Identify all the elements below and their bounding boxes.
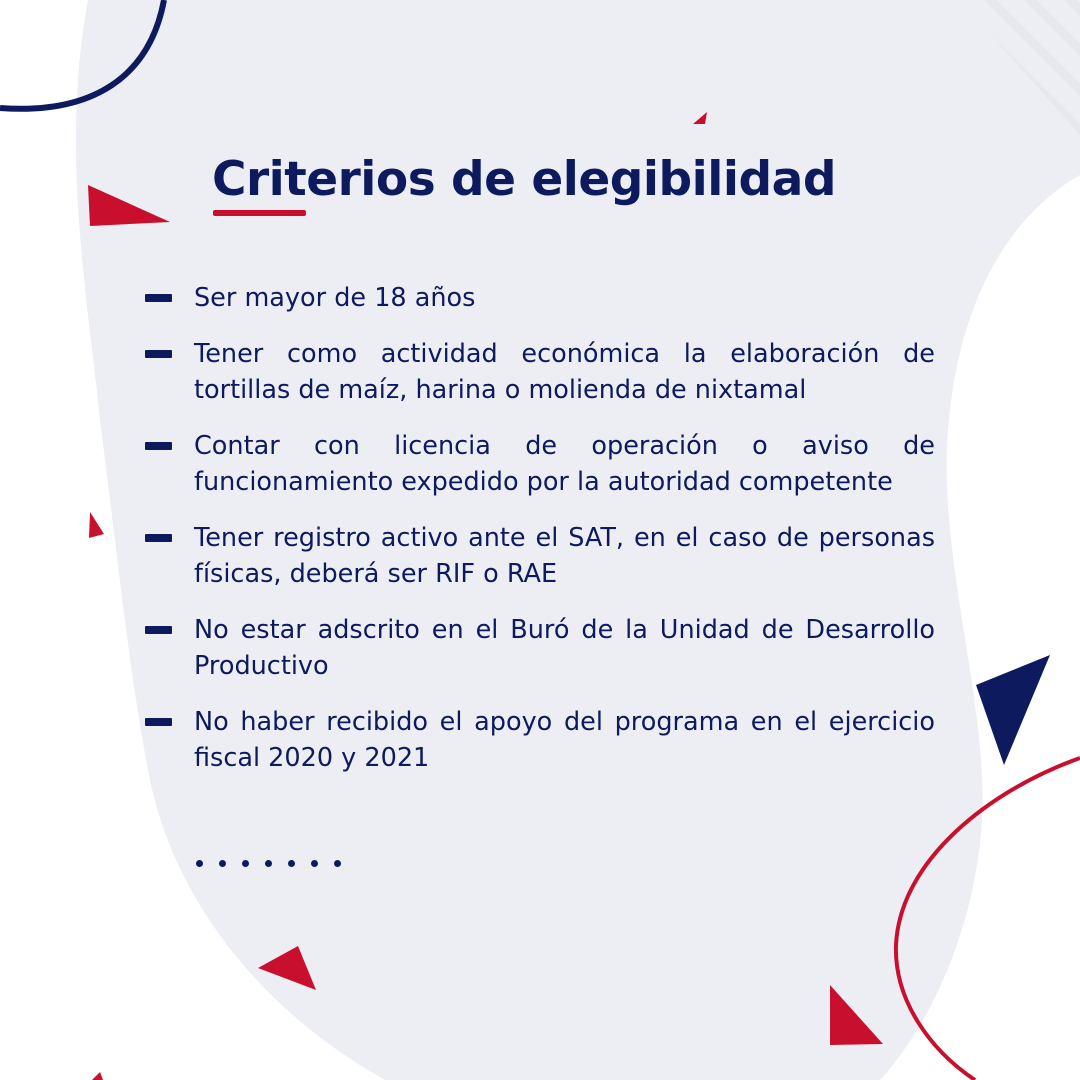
criterion-text: Tener registro activo ante el SAT, en el caso de personas físicas, deberá ser RIF o RAE: [194, 523, 935, 589]
dot-row-decoration: [196, 860, 341, 867]
red-triangle-small-left: [89, 512, 104, 538]
dash-bullet-icon: [145, 442, 172, 450]
dot-icon: [219, 860, 226, 867]
list-item: [145, 520, 935, 592]
criterion-text: Ser mayor de 18 años: [194, 283, 476, 313]
navy-triangle-right: [976, 655, 1050, 765]
list-item: [145, 428, 935, 500]
page-title: Criterios de elegibilidad: [212, 152, 837, 207]
dot-icon: [334, 860, 341, 867]
dot-icon: [265, 860, 272, 867]
dot-icon: [196, 860, 203, 867]
criterion-text: Contar con licencia de operación o aviso de funcionamiento expedido por la autoridad competente: [194, 431, 935, 497]
criterion-text: No haber recibido el apoyo del programa en el ejercicio fiscal 2020 y 2021: [194, 707, 935, 773]
dash-bullet-icon: [145, 626, 172, 634]
list-item: [145, 704, 935, 776]
red-triangle-corner: [92, 1072, 103, 1080]
criterion-text: No estar adscrito en el Buró de la Unidad de Desarrollo Productivo: [194, 615, 935, 681]
criterion-text: Tener como actividad económica la elaboración de tortillas de maíz, harina o molienda de nixtamal: [194, 339, 935, 405]
list-item: [145, 612, 935, 684]
list-item: [145, 280, 935, 316]
dash-bullet-icon: [145, 534, 172, 542]
dot-icon: [242, 860, 249, 867]
dash-bullet-icon: [145, 718, 172, 726]
dot-icon: [288, 860, 295, 867]
dot-icon: [311, 860, 318, 867]
dash-bullet-icon: [145, 294, 172, 302]
title-underline: [213, 210, 306, 216]
dash-bullet-icon: [145, 350, 172, 358]
list-item: [145, 336, 935, 408]
criteria-list: [145, 280, 935, 796]
